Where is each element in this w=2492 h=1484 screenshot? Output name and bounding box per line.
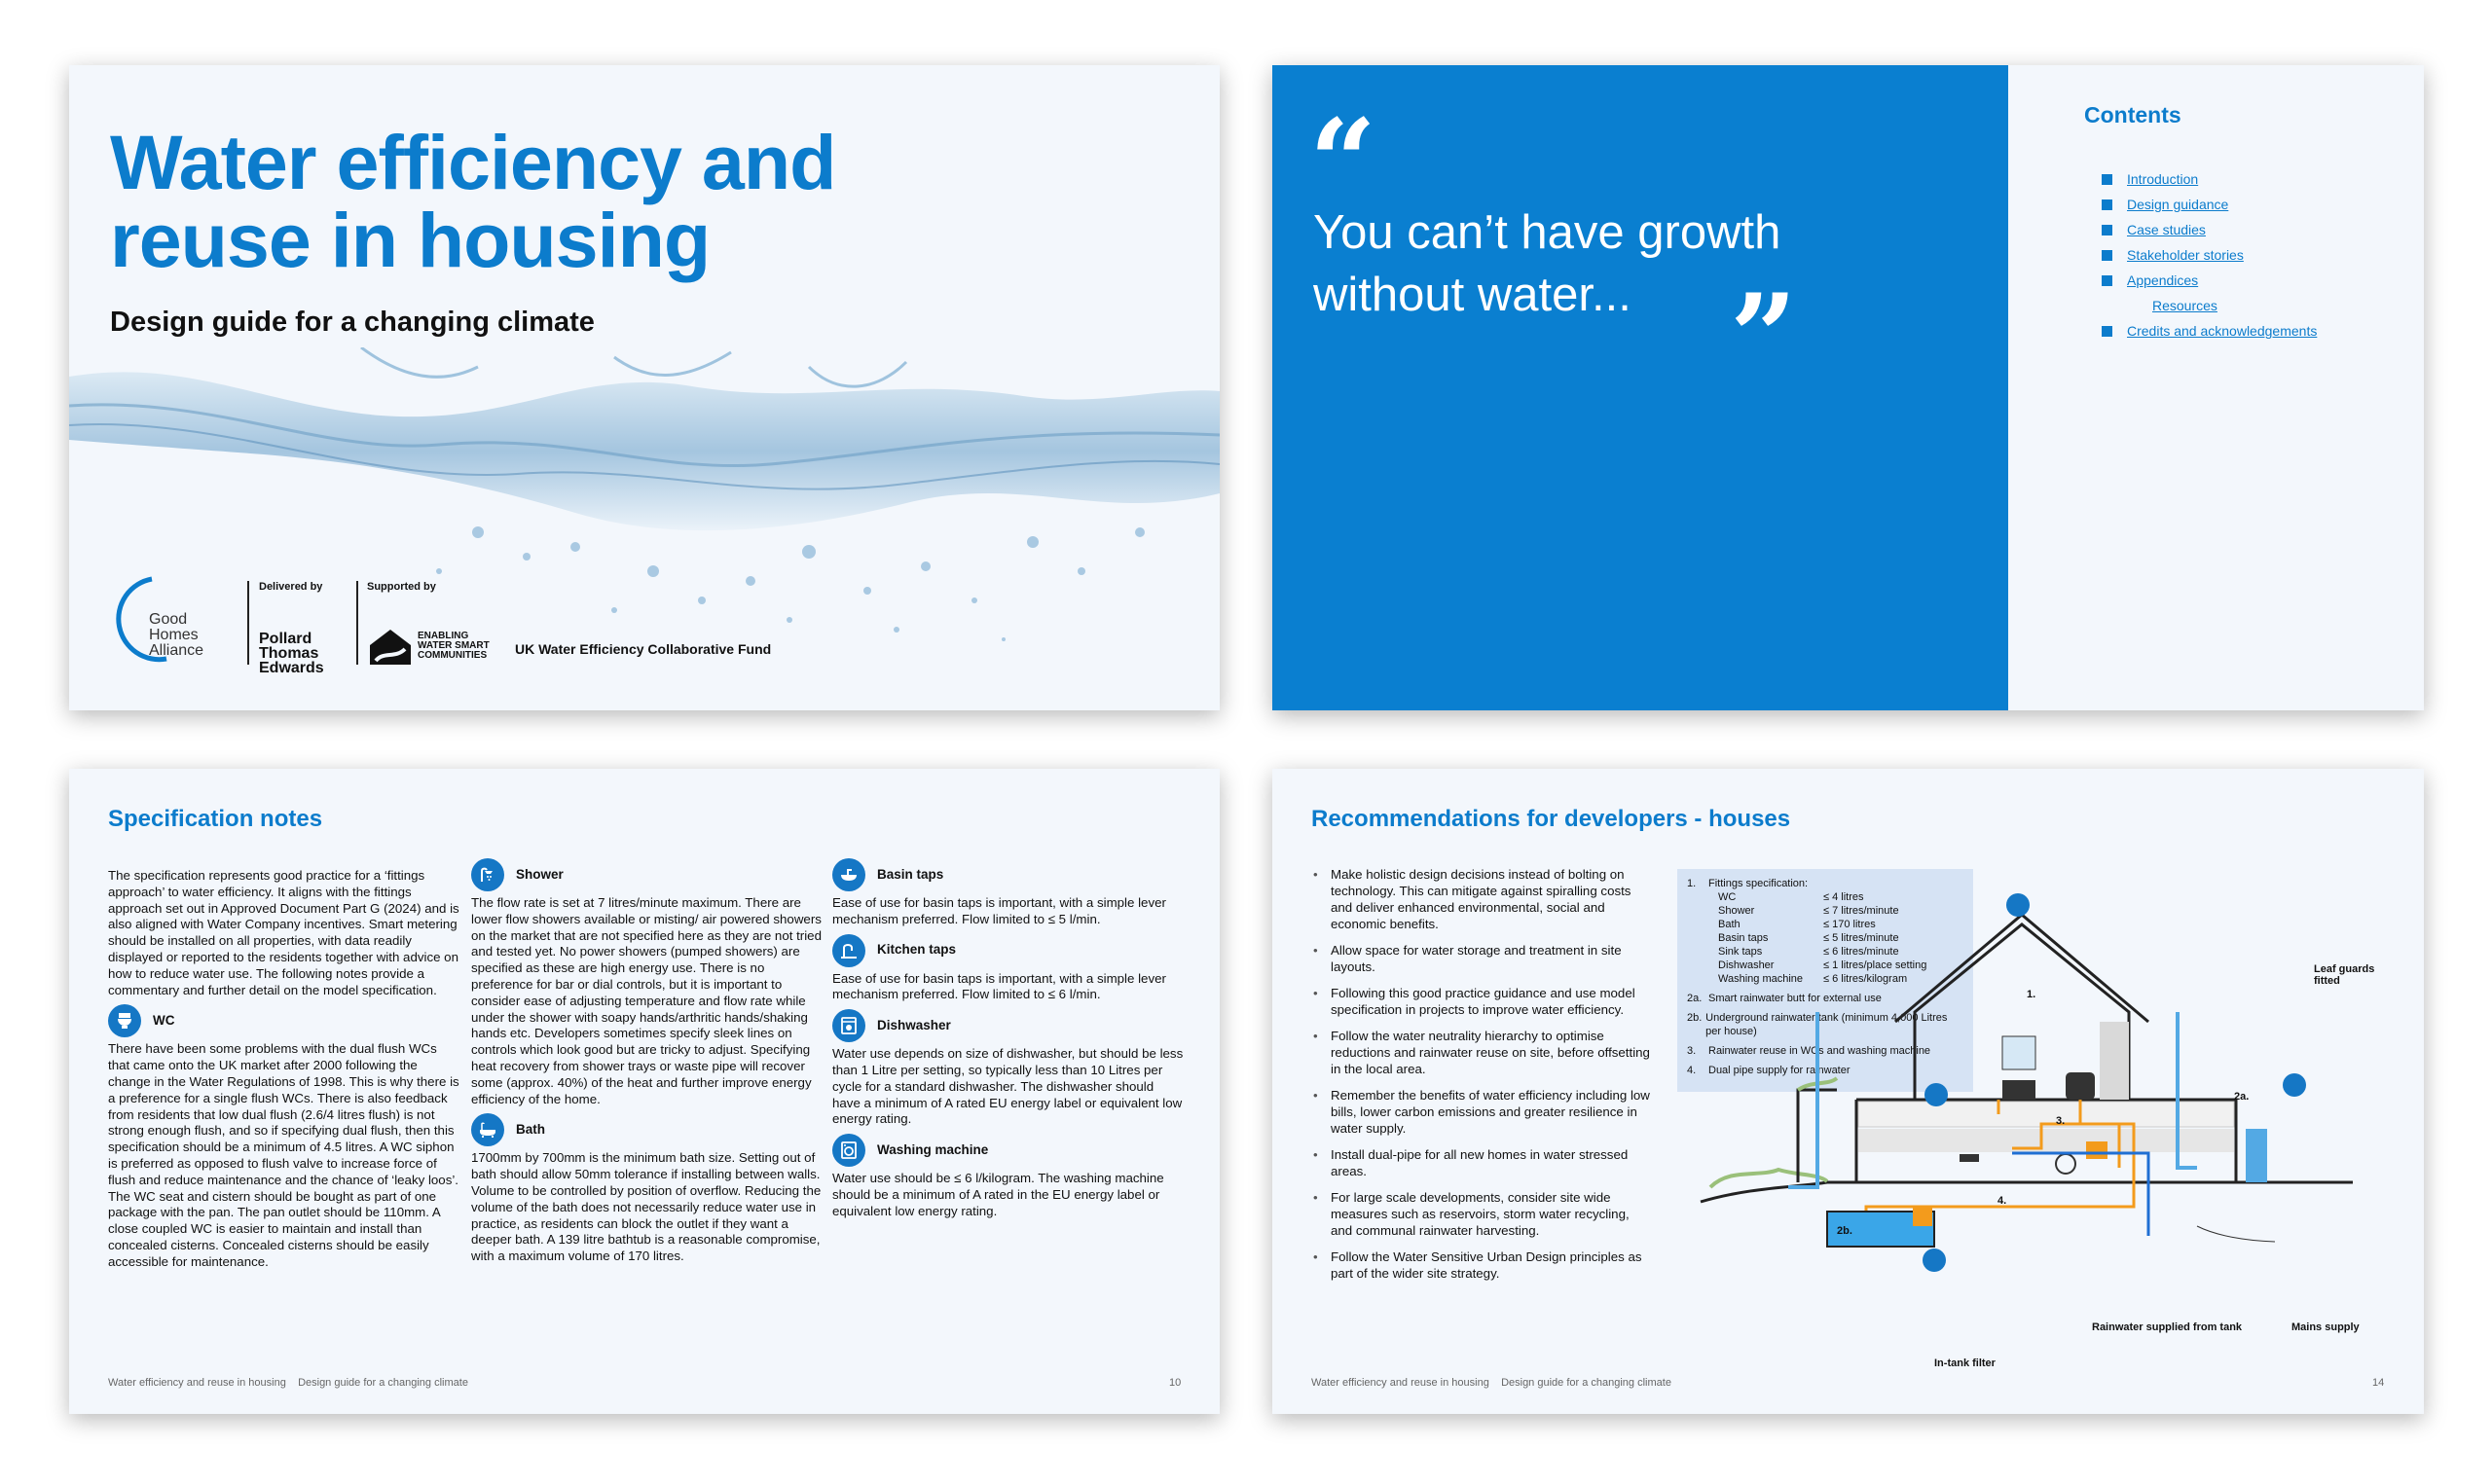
spec-value: ≤ 5 litres/minute	[1823, 932, 1899, 944]
logo-divider	[247, 581, 249, 665]
kitchen-heading	[832, 934, 1185, 967]
spec-item-text: Rainwater reuse in WCs and washing machine	[1708, 1045, 1931, 1057]
toc-link-introduction[interactable]	[2102, 166, 2317, 192]
basin-title: Basin taps	[877, 866, 944, 882]
spec-column-3	[832, 858, 1185, 1220]
enabling-line-1: ENABLING	[418, 631, 469, 641]
toc-link-resources[interactable]	[2102, 293, 2317, 318]
quote-line-2: without water...	[1313, 269, 1631, 321]
spec-item-text: Smart rainwater butt for external use	[1708, 993, 1882, 1004]
in-tank-filter	[1913, 1207, 1932, 1226]
dishwasher-title: Dishwasher	[877, 1017, 951, 1032]
basin-tap-icon	[832, 858, 865, 891]
recommendation-list	[1311, 866, 1654, 1291]
toilet-icon	[2066, 1072, 2095, 1100]
open-quote-icon: “	[1309, 93, 1377, 231]
logo-row	[108, 571, 984, 678]
toc-bullet-icon	[2102, 225, 2112, 235]
footer-title: Water efficiency and reuse in housing	[1311, 1377, 1489, 1389]
bath-text: 1700mm by 700mm is the minimum bath size. Setting out of bath should allow 50mm tolerance if installing between walls. Volume to be controlled by position of overflow. Reducing the volume of the bath does not necessarily reduce water use in practice, as residents can block the outlet if they want a deeper bath. A 139 litre bathtub is a reasonable compromise, with a maximum volume of 170 litres.	[471, 1150, 822, 1264]
spec-number: 1.	[1687, 878, 1697, 889]
mains-pointer-line	[2197, 1226, 2275, 1242]
page-number: 14	[2372, 1377, 2385, 1389]
spec-item-text: Dual pipe supply for rainwater	[1708, 1065, 1851, 1076]
toc-bullet-icon	[2102, 174, 2112, 185]
basin-heading	[832, 858, 1185, 891]
label-4: 4.	[1997, 1195, 2007, 1207]
shower-heading	[471, 858, 824, 891]
rainwater-supplied-label: Rainwater supplied from tank	[2092, 1321, 2243, 1333]
list-item: • Allow space for water storage and treatment in site layouts.	[1311, 942, 1654, 975]
enabling-line-2: WATER SMART	[418, 640, 490, 651]
gha-text-line-2: Homes	[149, 627, 199, 643]
wc-icon	[108, 1004, 141, 1037]
spec-item-number: 2b.	[1687, 1012, 1703, 1024]
close-quote-icon: ”	[1730, 269, 1798, 406]
bathroom-tiles	[2100, 1022, 2129, 1100]
spec-key: Shower	[1718, 905, 1755, 917]
cover-title-line-2: reuse in housing	[110, 197, 711, 283]
dishwasher-text: Water use depends on size of dishwasher, but should be less than 1 Litre per setting, so typically less than 10 Litres per cycle for a standard dishwasher. The dishwasher should have a minimum of A rated EU energy label or equivalent low energy rating.	[832, 1046, 1184, 1127]
quote-contents-page	[1272, 65, 2424, 710]
toc-label[interactable]: Appendices	[2127, 272, 2199, 288]
delivered-by-label: Delivered by	[259, 581, 323, 593]
cover-title	[110, 119, 836, 283]
shower-icon	[471, 858, 504, 891]
label-2a: 2a.	[2234, 1091, 2250, 1103]
kitchen-title: Kitchen taps	[877, 942, 957, 958]
toc-bullet-icon	[2102, 326, 2112, 337]
pte-logo	[259, 632, 324, 675]
basin-text: Ease of use for basin taps is important, with a simple lever mechanism preferred. Flow limited to ≤ 5 l/min.	[832, 895, 1166, 926]
contents-title: Contents	[2084, 102, 2181, 127]
supported-by-label: Supported by	[367, 581, 436, 593]
spec-column-2	[471, 858, 824, 1265]
kitchen-text: Ease of use for basin taps is important, with a simple lever mechanism preferred. Flow limited to ≤ 6 l/min.	[832, 970, 1166, 1002]
enabling-logo-text	[418, 632, 490, 661]
mains-supply-label: Mains supply	[2291, 1321, 2360, 1333]
spec-key: Bath	[1718, 919, 1741, 930]
spec-value: ≤ 1 litres/place setting	[1823, 959, 1927, 971]
toc-label[interactable]: Design guidance	[2127, 197, 2229, 212]
roof-outline	[1895, 915, 2148, 1022]
filter-icon	[1923, 1249, 1946, 1272]
recommendations-page	[1272, 769, 2424, 1414]
spec-value: ≤ 7 litres/minute	[1823, 905, 1899, 917]
toc-link-appendices[interactable]	[2102, 268, 2317, 293]
in-tank-filter-label: In-tank filter	[1934, 1357, 1996, 1369]
list-item: • Install dual-pipe for all new homes in water stressed areas.	[1311, 1146, 1654, 1179]
shower-text: The flow rate is set at 7 litres/minute maximum. There are lower flow showers available or misting/ air powered showers on the market that are not specified here as they are not tried and tested yet. No power showers (pumped showers) are specified as these are high energy use. There is no preference for bar or dial controls, but it is important to consider ease of adjusting temperature and flow rate while under the shower with soapy hands/arthritic hands/shaking hands etc. Developers sometimes specify sleek lines on controls which look good but are tricky to adjust. Specifying heat recovery from shower trays or waste pipe will recover some (approx. 40%) of the heat and further improve energy efficiency of the home.	[471, 895, 822, 1106]
list-item: • Following this good practice guidance and use model specification in projects to improve water efficiency.	[1311, 985, 1654, 1018]
leaf-guards-label: Leaf guards fitted	[2314, 963, 2375, 987]
washing-machine-text: Water use should be ≤ 6 l/kilogram. The washing machine should be a minimum of A rated in the EU energy label or equivalent low energy rating.	[832, 1171, 1164, 1218]
rec-heading: Recommendations for developers - houses	[1311, 806, 1791, 832]
toc-bullet-icon	[2102, 250, 2112, 261]
spec-intro: The specification represents good practice for a ‘fittings approach’ to water efficiency. It aligns with the fittings approach set out in Approved Document Part G (2024) and is also aligned with Water Company incentives. Smart metering should be installed on all properties, with data readily displayed or reported to the residents together with advice on how to reduce water use. The following notes provide a commentary and further detail on the model specification.	[108, 868, 459, 997]
spec-item-text: Underground rainwater tank (minimum 4,000 Litres per house)	[1705, 1012, 1948, 1037]
footer-title: Water efficiency and reuse in housing	[108, 1377, 286, 1389]
toc-label[interactable]: Credits and acknowledgements	[2127, 323, 2318, 339]
page-number: 10	[1169, 1377, 1182, 1389]
spec-item-number: 3.	[1687, 1045, 1697, 1057]
toc-link-case-studies[interactable]	[2102, 217, 2317, 242]
kitchen-tap-icon	[832, 934, 865, 967]
spec-item-number: 2a.	[1687, 993, 1703, 1004]
shower-title: Shower	[516, 866, 564, 882]
toc-link-stakeholder-stories[interactable]	[2102, 242, 2317, 268]
pte-line-1: Pollard	[259, 631, 312, 647]
gha-text-line-1: Good	[149, 611, 188, 628]
basin-icon	[2002, 1080, 2035, 1100]
specification-notes-page	[69, 769, 1220, 1414]
cover-subtitle: Design guide for a changing climate	[110, 307, 595, 338]
spec-heading: Specification notes	[108, 806, 323, 832]
washing-machine-icon	[832, 1134, 865, 1167]
enabling-house-icon	[366, 626, 415, 669]
toc-label[interactable]: Case studies	[2127, 222, 2206, 237]
bathroom-window	[2002, 1036, 2035, 1069]
bath-title: Bath	[516, 1121, 545, 1137]
dishwasher-icon	[832, 1009, 865, 1042]
mains-pipe	[2012, 1153, 2148, 1236]
spec-item-number: 4.	[1687, 1065, 1697, 1076]
washing-machine-icon	[2056, 1154, 2075, 1174]
table-of-contents	[2102, 166, 2317, 344]
gha-logo-text	[149, 612, 203, 659]
bath-heading	[471, 1113, 824, 1146]
list-item: • Follow the Water Sensitive Urban Design principles as part of the wider site strategy.	[1311, 1249, 1654, 1282]
toc-label[interactable]: Resources	[2152, 298, 2217, 313]
toc-label[interactable]: Introduction	[2127, 171, 2199, 187]
enabling-line-3: COMMUNITIES	[418, 650, 488, 661]
list-item: • For large scale developments, consider site wide measures such as reservoirs, storm water recycling, and communal rainwater harvesting.	[1311, 1189, 1654, 1239]
rainwater-butt	[2246, 1129, 2267, 1182]
washing-machine-title: Washing machine	[877, 1141, 989, 1157]
spec-column-1	[108, 868, 460, 1271]
quote-panel	[1272, 65, 2008, 710]
label-3: 3.	[2056, 1115, 2066, 1127]
cover-page	[69, 65, 1220, 710]
spec-key: Sink taps	[1718, 946, 1763, 958]
pte-line-2: Thomas	[259, 645, 319, 662]
spec-value: ≤ 6 litres/kilogram	[1823, 973, 1908, 985]
list-item: • Follow the water neutrality hierarchy to optimise reductions and rainwater reuse on site, before offsetting in the local area.	[1311, 1028, 1654, 1077]
spec-value: ≤ 6 litres/minute	[1823, 946, 1899, 958]
pump-icon	[2086, 1141, 2107, 1159]
toc-label[interactable]: Stakeholder stories	[2127, 247, 2244, 263]
spec-key: Basin taps	[1718, 932, 1769, 944]
list-item: • Make holistic design decisions instead of bolting on technology. This can mitigate against spiralling costs and deliver enhanced environmental, social and economic benefits.	[1311, 866, 1654, 932]
toc-link-credits[interactable]	[2102, 318, 2317, 344]
toc-link-design-guidance[interactable]	[2102, 192, 2317, 217]
label-1: 1.	[2027, 989, 2036, 1000]
page-footer	[108, 1377, 468, 1389]
gha-text-line-3: Alliance	[149, 642, 204, 659]
upper-floor-outline	[1915, 924, 2129, 1100]
rain-icon-2	[2283, 1073, 2306, 1097]
wc-heading	[108, 1004, 460, 1037]
wc-title: WC	[153, 1012, 175, 1028]
toc-bullet-icon	[2102, 199, 2112, 210]
pte-line-3: Edwards	[259, 660, 324, 676]
page-footer	[1311, 1377, 1671, 1389]
quote-line-1: You can’t have growth	[1313, 206, 1781, 259]
dishwasher-heading	[832, 1009, 1185, 1042]
spec-key: Washing machine	[1718, 973, 1804, 985]
label-2b: 2b.	[1837, 1225, 1852, 1237]
spec-key: WC	[1718, 891, 1737, 903]
bath-icon	[471, 1113, 504, 1146]
spec-title: Fittings specification:	[1708, 878, 1809, 889]
fund-label: UK Water Efficiency Collaborative Fund	[515, 641, 772, 657]
wc-text: There have been some problems with the dual flush WCs that came onto the UK market after 2000 following the change in the Water Regulations of 1998. This is why there is a preference for a single flush WCs. There is also feedback from residents that low dual flush (2.6/4 litres flush) is not strong enough flush, and so if specifying dual flush, then this specification should be a minimum of 4.5 litres. A WC siphon is preferred as opposed to flush valve to increase force of flush and reduce maintenance and the chance of ‘leaky loos’. The WC seat and cistern should be bought as part of one package with the pan. The pan outlet should be 110mm. A close coupled WC is easier to maintain and install than concealed cisterns. Concealed cisterns should be easily accessible for maintenance.	[108, 1041, 459, 1269]
rain-icon	[2006, 893, 2030, 917]
kitchen-sink-icon	[1960, 1154, 1979, 1162]
downpipe-left	[1788, 1012, 1817, 1187]
toc-bullet-icon	[2102, 275, 2112, 286]
footer-subtitle: Design guide for a changing climate	[298, 1377, 468, 1389]
quote-text	[1313, 201, 1780, 326]
footer-subtitle: Design guide for a changing climate	[1501, 1377, 1671, 1389]
list-item: • Remember the benefits of water efficiency including low bills, lower carbon emissions and greater resilience in water supply.	[1311, 1087, 1654, 1137]
house-water-diagram	[1691, 866, 2411, 1372]
spec-value: ≤ 4 litres	[1823, 891, 1864, 903]
washing-machine-heading	[832, 1134, 1185, 1167]
spec-value: ≤ 170 litres	[1823, 919, 1876, 930]
spec-key: Dishwasher	[1718, 959, 1775, 971]
logo-divider-2	[356, 581, 358, 665]
cover-title-line-1: Water efficiency and	[110, 119, 836, 205]
meter-icon	[1924, 1083, 1948, 1106]
